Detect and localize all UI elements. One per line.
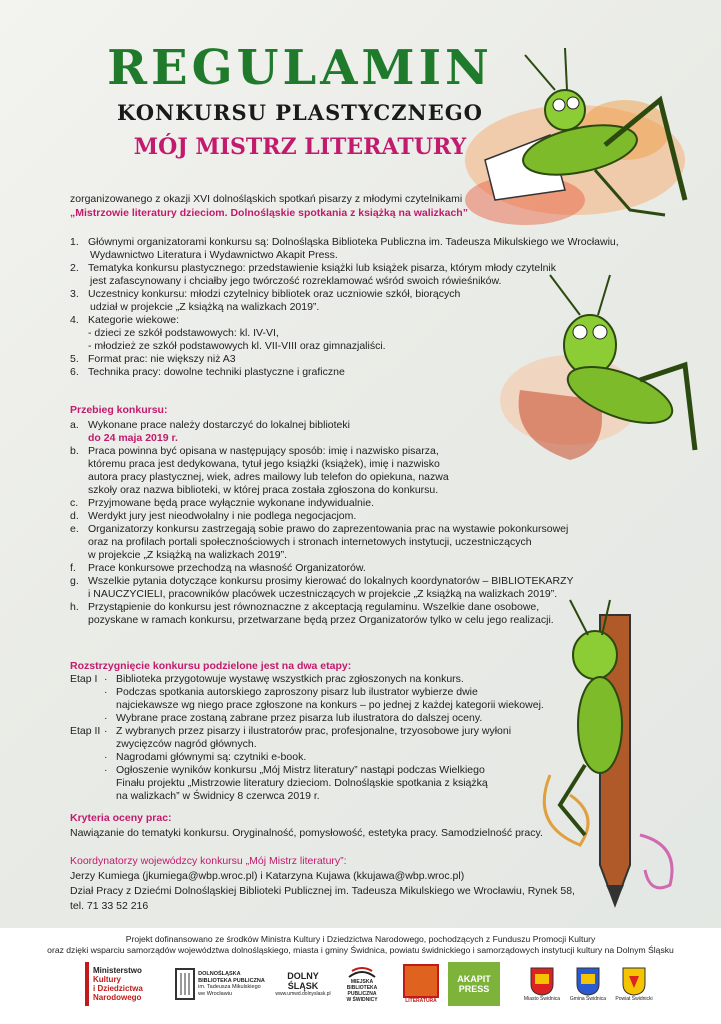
deadline-date: do 24 maja 2019 r.	[88, 432, 178, 444]
przebieg-text: Werdykt jury jest nieodwołalny i nie podlega negocjacjom.	[88, 510, 357, 522]
footer-funding-line: Projekt dofinansowano ze środków Ministra Kultury i Dziedzictwa Narodowego, pochodzących z Funduszu Promocji Kultury	[125, 934, 596, 944]
rule-text: Technika pracy: dowolne techniki plastyczne i graficzne	[88, 366, 345, 378]
logo-powiat-text: Powiat Świdnicki	[615, 996, 653, 1002]
przebieg-letter: h.	[70, 601, 79, 613]
literatura-emblem-icon	[403, 964, 439, 998]
section-heading-koordynatorzy: Koordynatorzy wojewódzcy konkursu „Mój Mistrz literatury”:	[70, 855, 347, 867]
przebieg-text: któremu praca jest dedykowana, tytuł jego książki (książek), imię i nazwisko	[88, 458, 440, 470]
etap-text: na walizkach” w Świdnicy 8 czerwca 2019 r.	[116, 790, 320, 802]
przebieg-text: i NAUCZYCIELI, pracowników placówek uczestniczących w projekcie „Z książką na walizkach 2019”.	[88, 588, 558, 600]
coat-of-arms-icon	[575, 966, 601, 996]
przebieg-text: Wszelkie pytania dotyczące konkursu prosimy kierować do lokalnych koordynatorów – BIBLIOTEKARZY	[88, 575, 574, 587]
przebieg-letter: f.	[70, 562, 76, 574]
logo-ministerstwo-line: i Dziedzictwa	[93, 984, 143, 993]
project-name: „Mistrzowie literatury dzieciom. Dolnośląskie spotkania z książką na walizkach”	[70, 207, 468, 219]
przebieg-text: Przyjmowane będą prace wyłącznie wykonane indywidualnie.	[88, 497, 374, 509]
przebieg-text: w projekcie „Z książką na walizkach 2019”.	[88, 549, 287, 561]
rule-number: 5.	[70, 353, 79, 365]
etap-text: Podczas spotkania autorskiego zaproszony pisarz lub ilustrator wybierze dwie	[116, 686, 478, 698]
logo-miasto-text: Miasto Świdnica	[523, 996, 561, 1002]
przebieg-text: Organizatorzy konkursu zastrzegają sobie prawo do zaprezentowania prac na wystawie pokonkursowej	[88, 523, 569, 535]
bullet-icon: ·	[104, 725, 108, 737]
etap-text: Nagrodami głównymi są: czytniki e-book.	[116, 751, 307, 763]
coat-of-arms-icon	[529, 966, 555, 996]
przebieg-letter: c.	[70, 497, 79, 509]
przebieg-letter: d.	[70, 510, 79, 522]
logo-dolny-slask-url: www.umwd.dolnyslask.pl	[275, 991, 331, 997]
document-subtitle: KONKURSU PLASTYCZNEGO	[117, 100, 483, 125]
logo-gmina-text: Gmina Świdnica	[569, 996, 607, 1002]
kryteria-text: Nawiązanie do tematyki konkursu. Oryginalność, pomysłowość, estetyka pracy. Samodzielność pracy.	[70, 827, 543, 839]
przebieg-letter: a.	[70, 419, 79, 431]
przebieg-letter: g.	[70, 575, 79, 587]
logo-akapit-press	[448, 962, 500, 1006]
section-heading-etapy: Rozstrzygnięcie konkursu podzielone jest na dwa etapy:	[70, 660, 352, 672]
rule-text: Głównymi organizatorami konkursu są: Dolnośląska Biblioteka Publiczna im. Tadeusza Mikulskiego we Wrocławiu,	[88, 236, 619, 248]
logo-miasto-swidnica	[520, 962, 564, 1006]
logo-literatura	[400, 962, 442, 1006]
open-book-icon	[347, 965, 377, 979]
rule-number: 6.	[70, 366, 79, 378]
logo-ministerstwo-line: Narodowego	[93, 993, 142, 1002]
rule-number: 2.	[70, 262, 79, 274]
coordinators-address: Dział Pracy z Dziećmi Dolnośląskiej Biblioteki Publicznej im. Tadeusza Mikulskiego we Wrocławiu, Rynek 58,	[70, 885, 575, 897]
etap-text: Biblioteka przygotowuje wystawę wszystkich prac zgłoszonych na konkurs.	[116, 673, 464, 685]
logo-miejska-line: BIBLIOTEKA	[346, 985, 378, 991]
bullet-icon: ·	[104, 751, 108, 763]
etap-text: najciekawsze wg niego prace zgłoszone na konkurs – po jednej z każdej kategorii wiekowej.	[116, 699, 544, 711]
rule-text: Kategorie wiekowe:	[88, 314, 180, 326]
przebieg-text: Prace konkursowe przechodzą na własność Organizatorów.	[88, 562, 366, 574]
intro-line: zorganizowanego z okazji XVI dolnośląskich spotkań pisarzy z młodymi czytelnikami	[70, 193, 463, 205]
rule-text: Wydawnictwo Literatura i Wydawnictwo Akapit Press.	[90, 249, 338, 261]
bullet-icon: ·	[104, 686, 108, 698]
grasshopper-on-pencil-illustration	[540, 595, 690, 925]
bullet-icon: ·	[104, 712, 108, 724]
logo-ministerstwo-line: Ministerstwo	[93, 966, 142, 975]
rule-text: Tematyka konkursu plastycznego: przedstawienie książki lub książek pisarza, którym młody czytelnik	[88, 262, 557, 274]
contest-name: MÓJ MISTRZ LITERATURY	[133, 134, 467, 160]
coordinators-contact: Jerzy Kumiega (jkumiega@wbp.wroc.pl) i Katarzyna Kujawa (kkujawa@wbp.wroc.pl)	[70, 870, 465, 882]
przebieg-text: Praca powinna być opisana w następujący sposób: imię i nazwisko pisarza,	[88, 445, 439, 457]
rule-number: 4.	[70, 314, 79, 326]
logo-miejska-line: MIEJSKA	[350, 979, 374, 985]
etap-text: Ogłoszenie wyników konkursu „Mój Mistrz literatury” nastąpi podczas Wielkiego	[116, 764, 485, 776]
rule-text: Format prac: nie większy niż A3	[88, 353, 236, 365]
rule-number: 3.	[70, 288, 79, 300]
przebieg-text: pozyskane w ramach konkursu, przetwarzane będą przez Organizatorów tylko w celu jego realizacji.	[88, 614, 554, 626]
etap-text: Wybrane prace zostaną zabrane przez pisarza lub ilustratora do dalszej oceny.	[116, 712, 483, 724]
grasshopper-sitting-illustration	[490, 270, 710, 470]
coordinators-phone: tel. 71 33 52 216	[70, 900, 149, 912]
logo-dolny-slask	[272, 962, 334, 1006]
logo-miejska-line: PUBLICZNA	[347, 991, 377, 997]
library-building-icon	[175, 967, 195, 1001]
section-heading-kryteria: Kryteria oceny prac:	[70, 812, 172, 824]
logo-gmina-swidnica	[566, 962, 610, 1006]
logo-ministerstwo-line: Kultury	[93, 975, 121, 984]
przebieg-letter: b.	[70, 445, 79, 457]
przebieg-letter: e.	[70, 523, 79, 535]
przebieg-text: Przystąpienie do konkursu jest równoznaczne z akceptacją regulaminu. Wszelkie dane osobowe,	[88, 601, 540, 613]
rule-text: jest zafascynowany i chciałby jego twórczość rozreklamować wśród swoich rówieśników.	[90, 275, 502, 287]
logo-literatura-text: LITERATURA	[405, 998, 437, 1004]
logo-dbp	[175, 962, 265, 1006]
bullet-icon: ·	[104, 764, 108, 776]
rule-text: - dzieci ze szkół podstawowych: kl. IV-VI,	[88, 327, 279, 339]
logo-powiat-swidnicki	[612, 962, 656, 1006]
logo-miejska-biblioteka	[340, 962, 384, 1006]
przebieg-text: szkoły oraz nazwa biblioteki, w której praca została zgłoszona do konkursu.	[88, 484, 439, 496]
etap-label: Etap I	[70, 673, 98, 685]
etap-text: Z wybranych przez pisarzy i ilustratorów prac, profesjonalne, trzyosobowe jury wyłoni	[116, 725, 512, 737]
etap-text: zwycięzców nagród głównych.	[116, 738, 257, 750]
etap-text: Finału projektu „Mistrzowie literatury dzieciom. Dolnośląskie spotkania z książką	[116, 777, 488, 789]
przebieg-text: oraz na profilach portali społecznościowych i stronach internetowych instytucji, uczestniczących	[88, 536, 532, 548]
logo-dolny-slask-text: DOLNY ŚLĄSK	[287, 971, 319, 991]
logo-akapit-line: PRESS	[458, 984, 490, 994]
etap-label: Etap II	[70, 725, 101, 737]
logo-ministerstwo	[85, 962, 165, 1006]
rule-text: Uczestnicy konkursu: młodzi czytelnicy bibliotek oraz uczniowie szkół, biorących	[88, 288, 461, 300]
bullet-icon: ·	[104, 673, 108, 685]
grasshopper-reading-illustration	[455, 40, 695, 230]
przebieg-text: Wykonane prace należy dostarczyć do lokalnej biblioteki	[88, 419, 350, 431]
section-heading-przebieg: Przebieg konkursu:	[70, 404, 168, 416]
footer-support-line: oraz dzięki wsparciu samorządów województwa dolnośląskiego, miasta i gminy Świdnica, powiatu świdnickiego i samorządowych instytucji kultury na Dolnym Śląsku	[47, 945, 674, 955]
logo-akapit-line: AKAPIT	[457, 974, 491, 984]
logo-dbp-line: we Wrocławiu	[198, 990, 232, 997]
logo-dbp-line: DOLNOŚLĄSKA	[198, 971, 241, 977]
logo-dbp-line: BIBLIOTEKA PUBLICZNA	[198, 977, 265, 984]
document-title: REGULAMIN	[107, 40, 493, 96]
logo-miejska-line: W ŚWIDNICY	[346, 997, 378, 1003]
rule-text: - młodzież ze szkół podstawowych kl. VII-VIII oraz gimnazjaliści.	[88, 340, 386, 352]
coat-of-arms-icon	[621, 966, 647, 996]
logo-dbp-line: im. Tadeusza Mikulskiego	[198, 984, 261, 990]
rule-number: 1.	[70, 236, 79, 248]
rule-text: udział w projekcie „Z książką na walizkach 2019”.	[90, 301, 320, 313]
przebieg-text: autora pracy plastycznej, wiek, adres mailowy lub telefon do opiekuna, nazwa	[88, 471, 449, 483]
